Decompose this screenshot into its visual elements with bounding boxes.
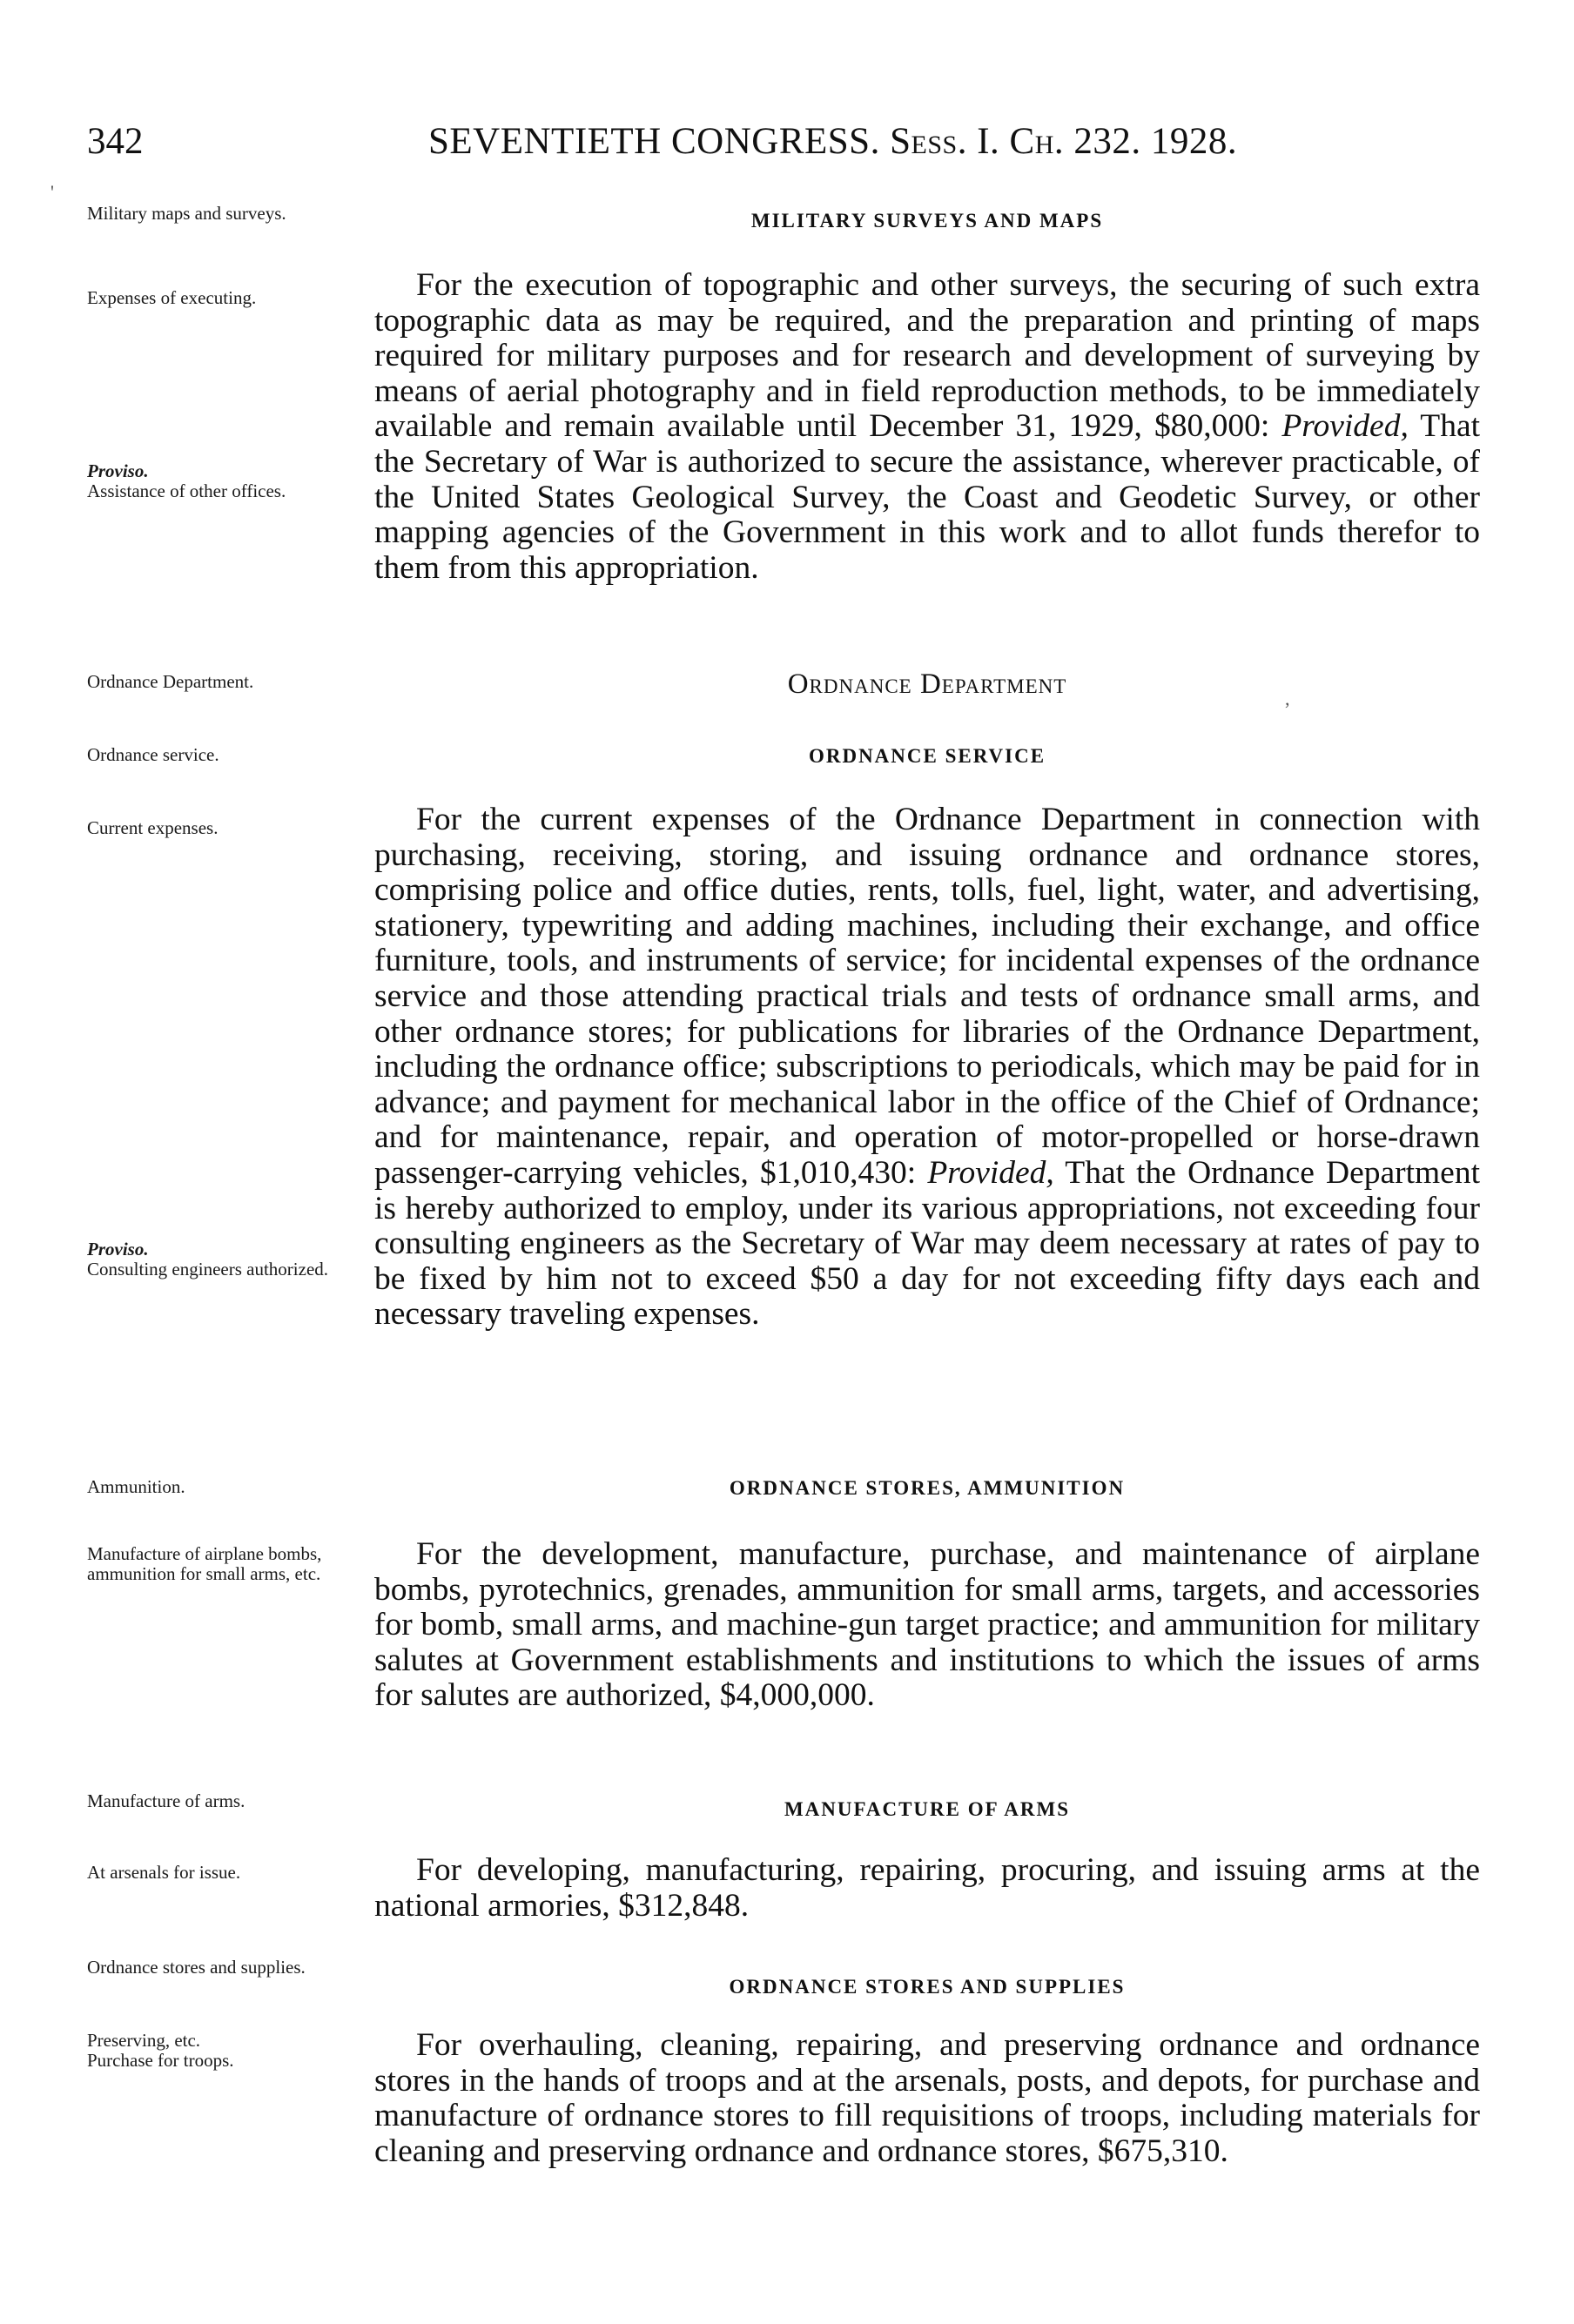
margin-note-consulting: Consulting engineers authorized. <box>87 1259 329 1280</box>
heading-manufacture-of-arms: MANUFACTURE OF ARMS <box>784 1798 1071 1820</box>
heading-stores-supplies: ORDNANCE STORES AND SUPPLIES <box>729 1976 1126 1998</box>
paragraph-ammunition <box>374 1537 1480 1714</box>
arms-text: For developing, manufacturing, repairing, procuring, and issuing arms at the national armories, $312,848. <box>374 1852 1480 1924</box>
chapter-label: Ch. 232. <box>1009 121 1141 162</box>
margin-note-proviso-2 <box>87 1239 383 1259</box>
margin-note-proviso <box>87 461 366 481</box>
heading-ordnance-department: Ordnance Department <box>787 668 1067 700</box>
margin-note-purchase: Purchase for troops. <box>87 2050 234 2071</box>
margin-note-expenses: Expenses of executing. <box>87 287 257 308</box>
margin-note-arsenals: At arsenals for issue. <box>87 1862 241 1883</box>
service-provided: Provided, <box>927 1154 1054 1191</box>
supplies-text: For overhauling, cleaning, repairing, and preserving ordnance and ordnance stores in the hands of troops and at the arsenals, posts, and depots, for purchase and manufacture of ordnance stores to fill requisitions of troops, including materials for cleaning and preserving ordnance and ordnance stores, $675,310. <box>374 2027 1480 2169</box>
heading-ordnance-service: ORDNANCE SERVICE <box>808 745 1046 767</box>
margin-note-manufacture-bombs: Manufacture of airplane bombs, ammunition for small arms, etc. <box>87 1543 322 1584</box>
print-speck: , <box>1285 688 1290 709</box>
running-head-title: SEVENTIETH CONGRESS. <box>428 121 880 162</box>
margin-note-military-maps: Military maps and surveys. <box>87 203 286 224</box>
surveys-text: For the execution of topographic and other surveys, the securing of such extra topographic data as may be required, and the preparation and printing of maps required for military purposes and for research and development of surveying by means of aerial photography and in field reproduction methods, to be immediately available and remain available until December 31, 1929, $80,000: <box>374 267 1480 445</box>
margin-note-manufacture-arms: Manufacture of arms. <box>87 1790 246 1811</box>
margin-note-ordnance-service: Ordnance service. <box>87 744 219 765</box>
surveys-rest: That the Secretary of War is authorized to secure the assistance, wherever practicable, of the United States Geological Survey, the Coast and Geodetic Survey, or other mapping agencies of the Government in this work and to allot funds therefor to them from this appropriation. <box>374 408 1481 586</box>
paragraph-supplies <box>374 2028 1480 2169</box>
margin-note-ammunition: Ammunition. <box>87 1476 185 1497</box>
ammunition-text: For the development, manufacture, purchase, and maintenance of airplane bombs, pyrotechnics, grenades, ammunition for small arms, targets, and accessories for bomb, small arms, and machine-gun target practice; and ammunition for military salutes at Government establishments and institutions to which the issues of arms for salutes are authorized, $4,000,000. <box>374 1536 1480 1714</box>
surveys-provided: Provided, <box>1281 408 1409 445</box>
proviso-label-2: Proviso. <box>87 1239 149 1259</box>
proviso-label: Proviso. <box>87 460 149 481</box>
margin-note-current-expenses: Current expenses. <box>87 817 219 838</box>
page-header <box>87 120 1480 172</box>
year-label: 1928. <box>1150 121 1238 162</box>
session-label: Sess. I. <box>890 121 1000 162</box>
margin-note-stores-supplies: Ordnance stores and supplies. <box>87 1957 306 1978</box>
margin-note-assistance: Assistance of other offices. <box>87 480 286 501</box>
paragraph-surveys <box>374 268 1480 586</box>
print-speck: ' <box>50 181 54 203</box>
margin-note-preserving: Preserving, etc. <box>87 2030 201 2051</box>
heading-military-surveys: MILITARY SURVEYS AND MAPS <box>750 210 1104 232</box>
page-number: 342 <box>87 121 144 162</box>
heading-ammunition: ORDNANCE STORES, AMMUNITION <box>729 1477 1126 1499</box>
service-rest: That the Ordnance Department is hereby authorized to employ, under its various appropriations, not exceeding four consulting engineers as the Secretary of War may deem necessary at rates of pay to be fixed by him not to exceed $50 a day for not exceeding fifty days each and necessary traveling expenses. <box>374 1154 1480 1333</box>
paragraph-ordnance-service <box>374 803 1480 1333</box>
paragraph-arms <box>374 1853 1480 1924</box>
running-head <box>428 120 1237 163</box>
service-text: For the current expenses of the Ordnance Department in connection with purchasing, receiving, storing, and issuing ordnance and ordnance stores, comprising police and office duties, rents, tolls, fuel, light, water, and advertising, stationery, typewriting and adding machines, including their exchange, and office furniture, tools, and instruments of service; for incidental expenses of the ordnance service and those attending practical trials and tests of ordnance small arms, and other ordnance stores; for publications for libraries of the Ordnance Department, including the ordnance office; subscriptions to periodicals, which may be paid for in advance; and payment for mechanical labor in the office of the Chief of Ordnance; and for maintenance, repair, and operation of motor-propelled or horse-drawn passenger-carrying vehicles, $1,010,430: <box>374 802 1480 1191</box>
margin-note-ordnance-department: Ordnance Department. <box>87 671 254 692</box>
